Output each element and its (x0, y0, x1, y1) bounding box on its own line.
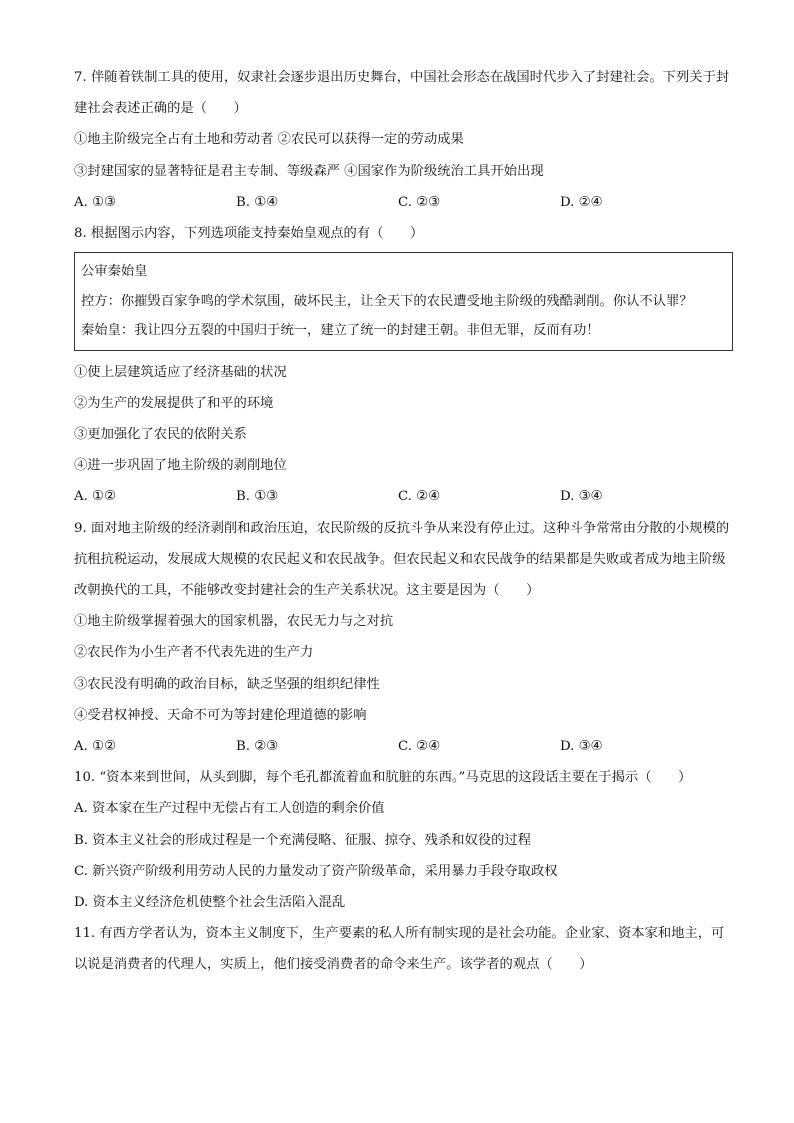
statement: ①地主阶级掌握着强大的国家机器，农民无力与之对抗 (74, 614, 394, 630)
option-d[interactable]: D. ③④ (560, 489, 603, 505)
question-11 (74, 918, 734, 980)
answer-options (74, 731, 734, 762)
option-b[interactable]: B. ②③ (236, 738, 279, 754)
option-b[interactable]: B. 资本主义社会的形成过程是一个充满侵略、征服、掠夺、残杀和奴役的过程 (74, 832, 532, 848)
box-defense-text: 秦始皇：我让四分五裂的中国归于统一，建立了统一的封建王朝。非但无罪，反而有功！ (81, 323, 600, 339)
question-9 (74, 513, 734, 763)
question-stem: 7. 伴随着铁制工具的使用，奴隶社会逐步退出历史舞台，中国社会形态在战国时代步入了封建社会。下列关于封建社会表述正确的是（ ） (74, 70, 730, 117)
option-a[interactable]: A. ①③ (74, 194, 116, 210)
statement: ④进一步巩固了地主阶级的剥削地位 (74, 458, 287, 474)
option-c[interactable]: C. ②④ (398, 489, 440, 505)
box-accuser-text: 控方：你摧毁百家争鸣的学术氛围，破坏民主，让全天下的农民遭受地主阶级的残酷剥削。你认不认罪？ (81, 293, 693, 309)
answer-options (74, 187, 734, 218)
question-stem: 11. 有西方学者认为，资本主义制度下，生产要素的私人所有制实现的是社会功能。企业家、资本家和地主，可以说是消费者的代理人，实质上，他们接受消费者的命令来生产。该学者的观点（ ） (74, 926, 725, 973)
option-d[interactable]: D. ②④ (560, 194, 603, 210)
quote-box (74, 252, 733, 351)
box-title: 公审秦始皇 (81, 264, 148, 280)
exam-page (74, 62, 734, 981)
option-a[interactable]: A. 资本家在生产过程中无偿占有工人创造的剩余价值 (74, 801, 385, 817)
statement: ②为生产的发展提供了和平的环境 (74, 395, 274, 411)
answer-options (74, 481, 734, 512)
option-c[interactable]: C. 新兴资产阶级利用劳动人民的力量发动了资产阶级革命，采用暴力手段夺取政权 (74, 863, 558, 879)
question-8 (74, 218, 734, 513)
option-d[interactable]: D. ③④ (560, 738, 603, 754)
option-b[interactable]: B. ①③ (236, 489, 279, 505)
statement: ④受君权神授、天命不可为等封建伦理道德的影响 (74, 707, 367, 723)
question-stem: 10. “资本来到世间，从头到脚，每个毛孔都流着血和肮脏的东西。”马克思的这段话主要在于揭示（ ） (74, 770, 692, 786)
statement: ③农民没有明确的政治目标，缺乏坚强的组织纪律性 (74, 676, 380, 692)
option-d[interactable]: D. 资本主义经济危机使整个社会生活陷入混乱 (74, 894, 346, 910)
question-7 (74, 62, 734, 218)
option-b[interactable]: B. ①④ (236, 194, 279, 210)
option-c[interactable]: C. ②③ (398, 194, 440, 210)
question-stem: 8. 根据图示内容，下列选项能支持秦始皇观点的有（ ） (74, 225, 424, 241)
option-c[interactable]: C. ②④ (398, 738, 440, 754)
option-a[interactable]: A. ①② (74, 489, 116, 505)
statement: ②农民作为小生产者不代表先进的生产力 (74, 645, 314, 661)
statement: ①地主阶级完全占有土地和劳动者 ②农民可以获得一定的劳动成果 (74, 132, 464, 148)
statement: ③封建国家的显著特征是君主专制、等级森严 ④国家作为阶级统治工具开始出现 (74, 163, 544, 179)
option-a[interactable]: A. ①② (74, 738, 116, 754)
statement: ③更加强化了农民的依附关系 (74, 427, 247, 443)
question-10 (74, 762, 734, 918)
statement: ①使上层建筑适应了经济基础的状况 (74, 364, 287, 380)
question-stem: 9. 面对地主阶级的经济剥削和政治压迫，农民阶级的反抗斗争从来没有停止过。这种斗争常常由分散的小规模的抗租抗税运动，发展成大规模的农民起义和农民战争。但农民起义和农民战争的结果都是失败或者成为地主阶级改朝换代的工具，不能够改变封建社会的生产关系状况。这主要是因为（ ） (74, 520, 730, 599)
